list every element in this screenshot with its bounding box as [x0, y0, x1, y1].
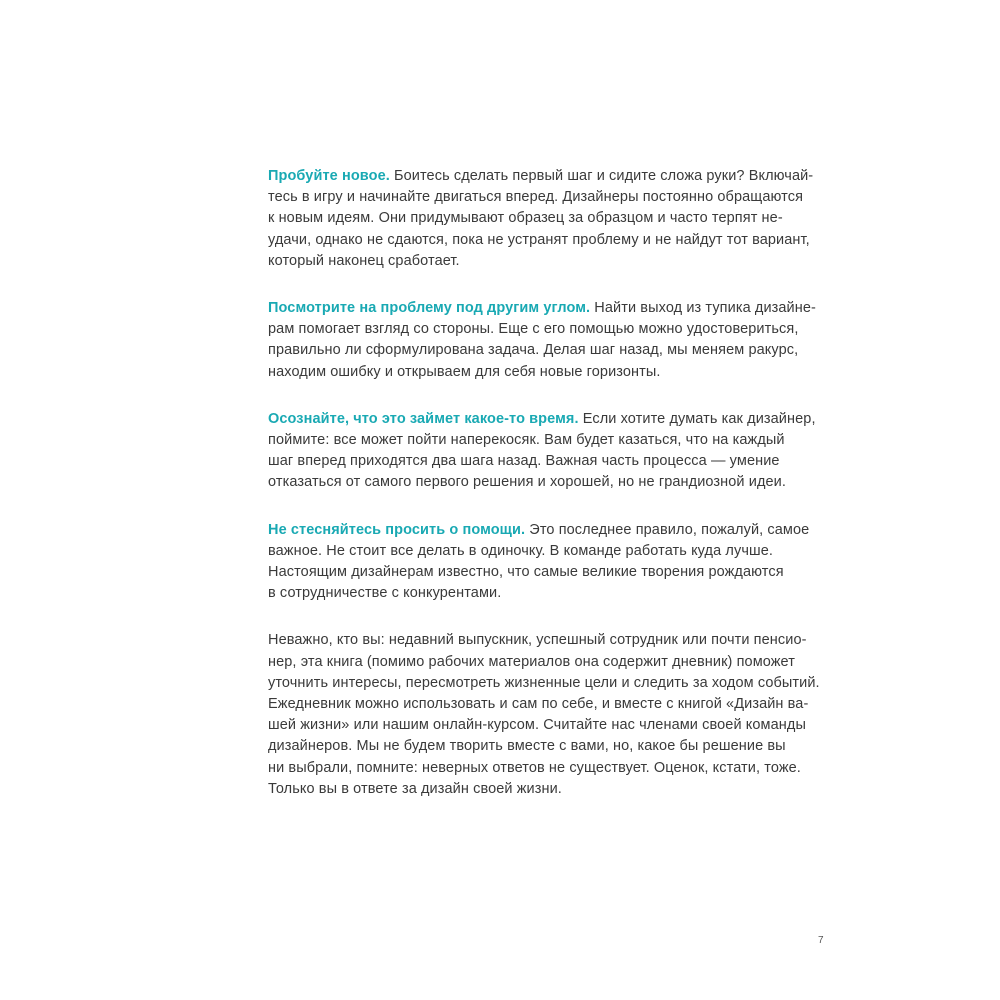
paragraph-takes-time: [268, 409, 816, 494]
paragraph-line: Неважно, кто вы: недавний выпускник, успешный сотрудник или почти пенсио-: [268, 632, 807, 649]
paragraph-ask-help: [268, 520, 810, 605]
paragraph-lead: Пробуйте новое.: [268, 168, 390, 184]
paragraph-line: уточнить интересы, пересмотреть жизненные цели и следить за ходом событий.: [268, 674, 820, 691]
paragraph-other-angle: [268, 298, 816, 383]
paragraph-line: [268, 409, 816, 430]
paragraph-text: Найти выход из тупика дизайне-: [590, 300, 816, 317]
paragraph-text: Это последнее правило, пожалуй, самое: [525, 521, 810, 538]
paragraph-line: Ежедневник можно использовать и сам по себе, и вместе с книгой «Дизайн ва-: [268, 696, 809, 713]
paragraph-line: удачи, однако не сдаются, пока не устранят проблему и не найдут тот вариант,: [268, 231, 810, 248]
paragraph-line: Настоящим дизайнерам известно, что самые великие творения рождаются: [268, 564, 784, 581]
paragraph-line: в сотрудничестве с конкурентами.: [268, 585, 502, 602]
paragraph-line: который наконец сработает.: [268, 252, 460, 269]
paragraph-line: Только вы в ответе за дизайн своей жизни.: [268, 780, 562, 797]
paragraph-line: шаг вперед приходятся два шага назад. Важная часть процесса — умение: [268, 453, 780, 470]
page-text: [268, 166, 820, 826]
paragraph-text: Боитесь сделать первый шаг и сидите сложа руки? Включай-: [389, 168, 814, 184]
paragraph-closing: [268, 630, 820, 800]
paragraph-line: [268, 520, 810, 541]
paragraph-line: отказаться от самого первого решения и хорошей, но не грандиозной идеи.: [268, 474, 787, 491]
paragraph-lead: Осознайте, что это займет какое-то время.: [268, 410, 579, 427]
paragraph-line: тесь в игру и начинайте двигаться вперед. Дизайнеры постоянно обращаются: [268, 189, 804, 206]
paragraph-line: важное. Не стоит все делать в одиночку. В команде работать куда лучше.: [268, 542, 773, 559]
paragraph-line: дизайнеров. Мы не будем творить вместе с вами, но, какое бы решение вы: [268, 738, 786, 755]
paragraph-line: правильно ли сформулирована задача. Делая шаг назад, мы меняем ракурс,: [268, 342, 799, 359]
paragraph-lead: Не стесняйтесь просить о помощи.: [268, 521, 526, 538]
paragraph-line: шей жизни» или нашим онлайн-курсом. Считайте нас членами своей команды: [268, 717, 806, 734]
paragraph-line: к новым идеям. Они придумывают образец за образцом и часто терпят не-: [268, 210, 783, 227]
paragraph-line: нер, эта книга (помимо рабочих материалов она содержит дневник) поможет: [268, 653, 795, 670]
paragraph-line: находим ошибку и открываем для себя новые горизонты.: [268, 363, 661, 380]
paragraph-lead: Посмотрите на проблему под другим углом.: [268, 300, 591, 317]
page-number: 7: [818, 935, 824, 946]
paragraph-line: ни выбрали, помните: неверных ответов не существует. Оценок, кстати, тоже.: [268, 759, 801, 776]
paragraph-line: рам помогает взгляд со стороны. Еще с его помощью можно удостовериться,: [268, 321, 799, 338]
paragraph-line: поймите: все может пойти наперекосяк. Вам будет казаться, что на каждый: [268, 432, 785, 449]
paragraph-line: [268, 298, 816, 319]
paragraph-try-new: [268, 166, 814, 272]
paragraph-text: Если хотите думать как дизайнер,: [578, 410, 816, 427]
paragraph-line: [268, 166, 814, 187]
